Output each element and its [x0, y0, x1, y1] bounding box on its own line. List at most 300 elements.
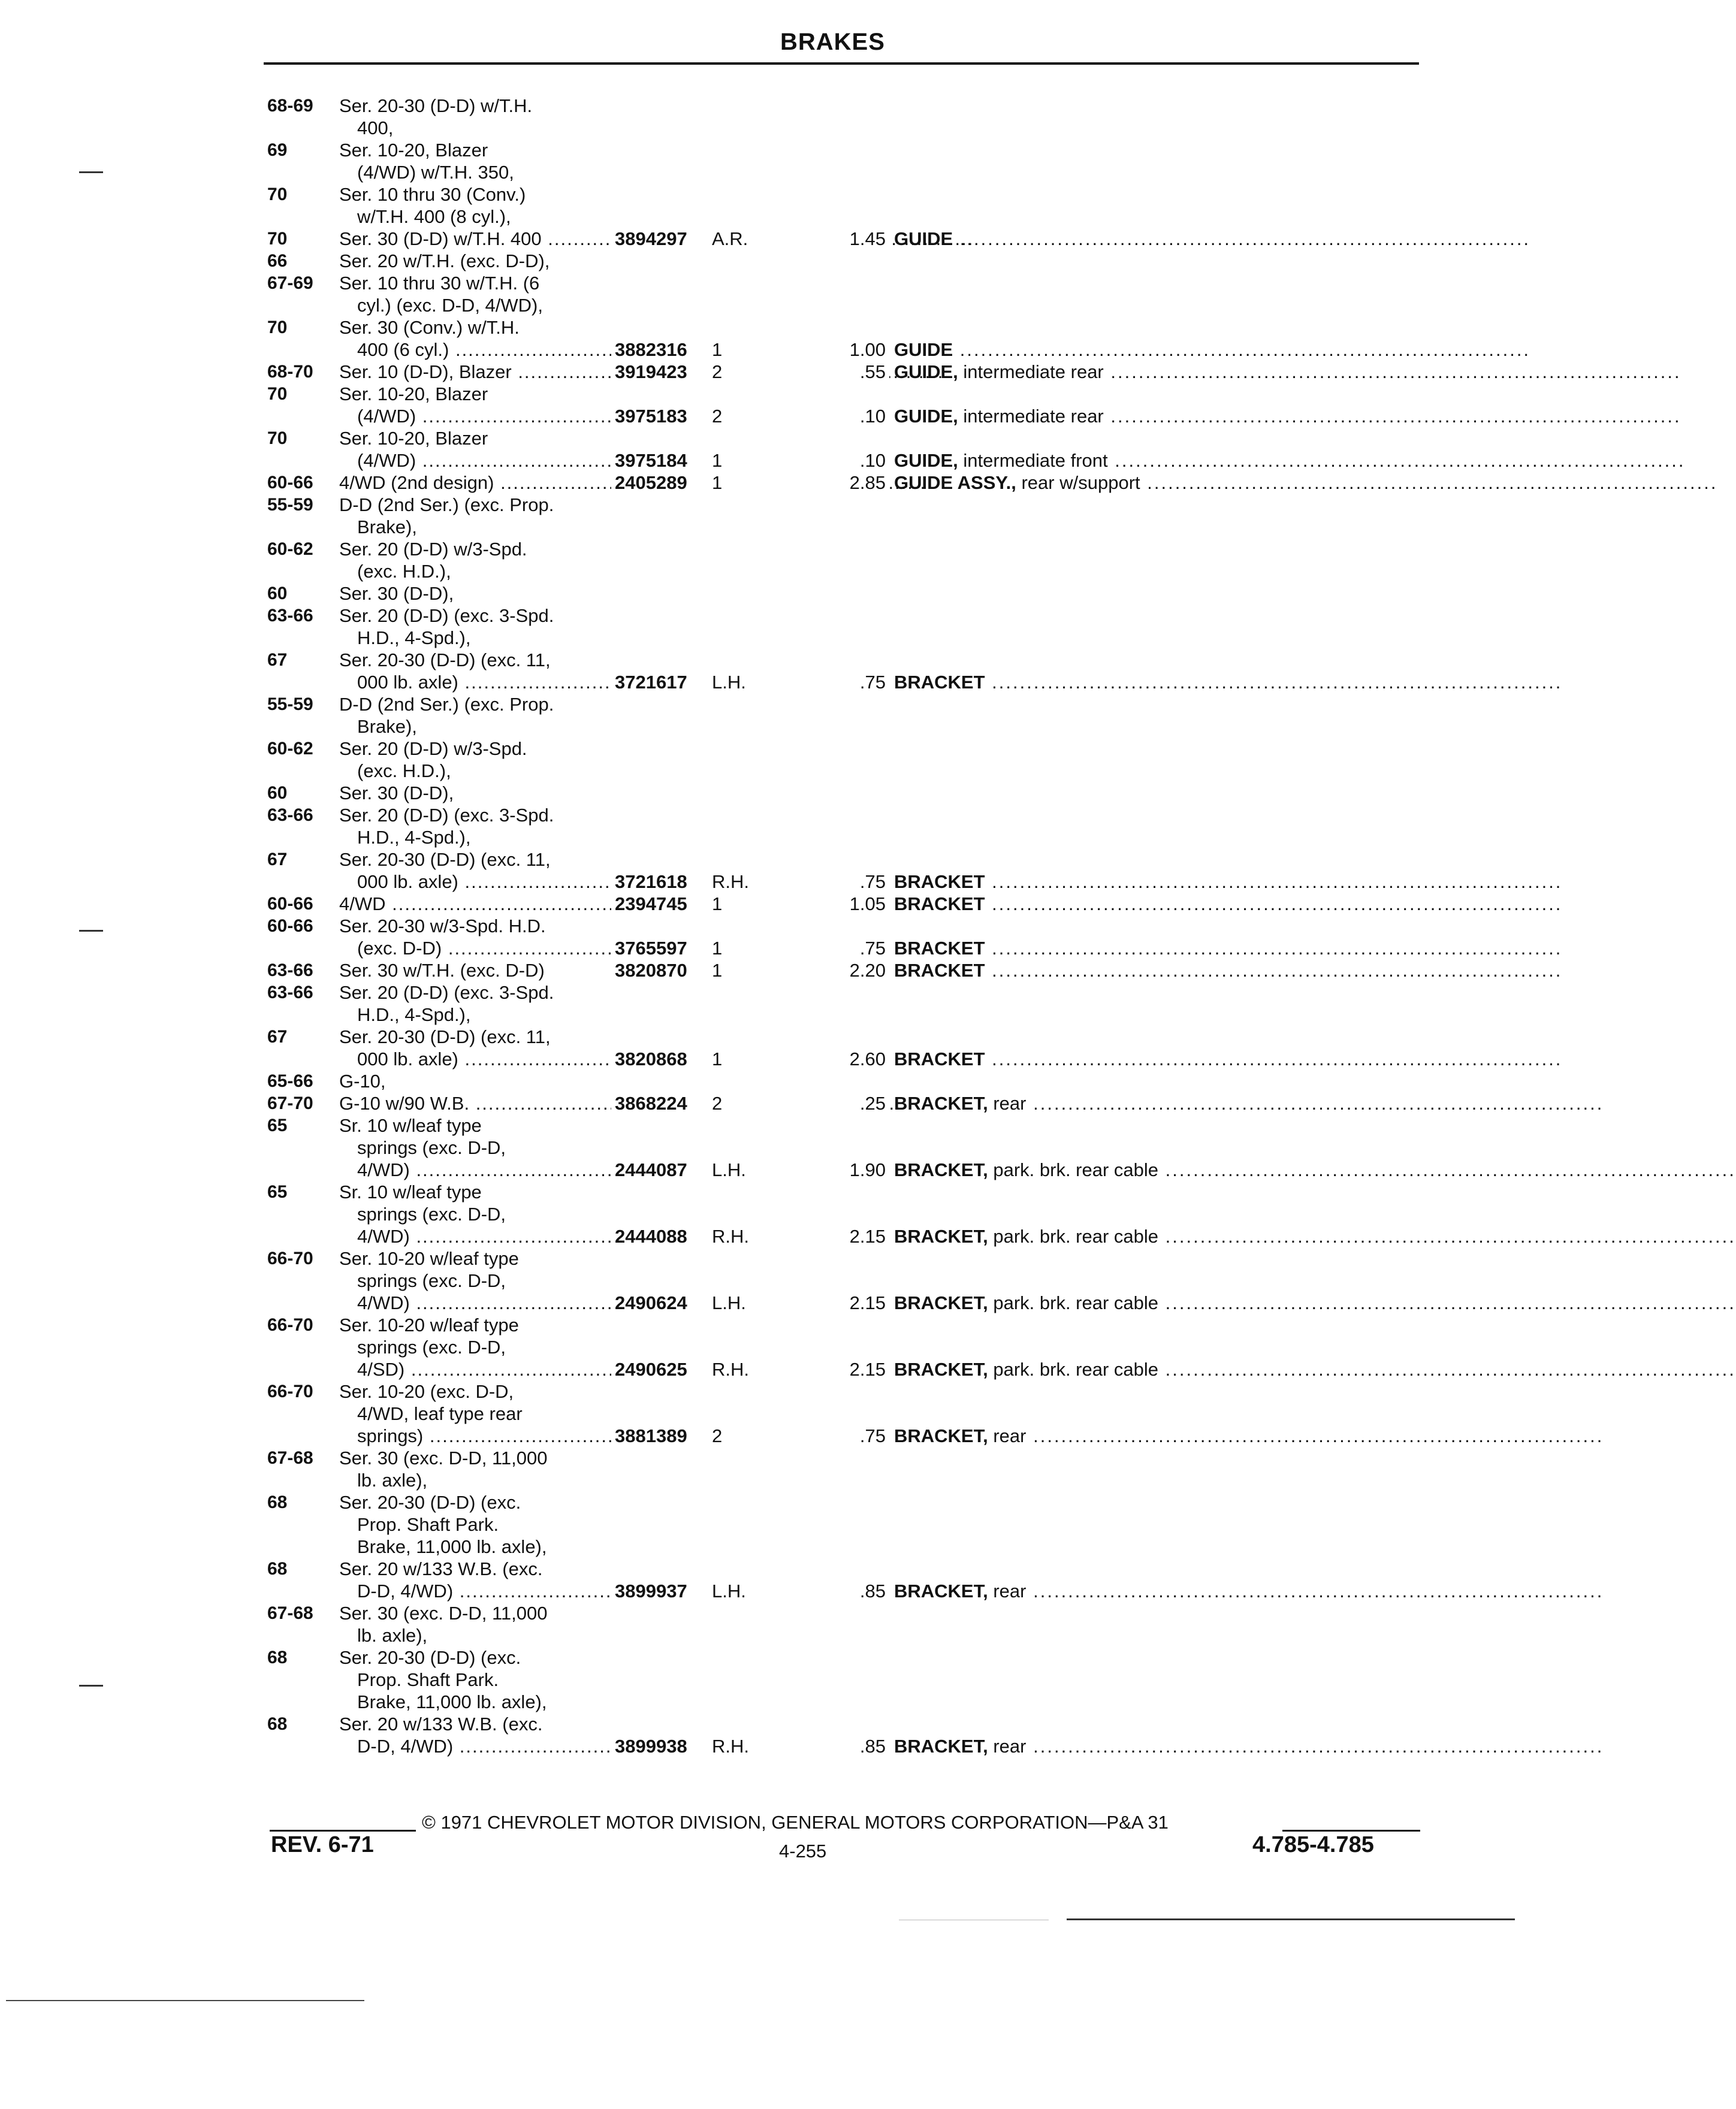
quantity: 2	[712, 1425, 784, 1447]
entry-line	[267, 405, 1681, 427]
application-description: G-10 w/90 W.B. .....	[339, 1092, 867, 1114]
application-description: Ser. 20 w/133 W.B. (exc.	[339, 1714, 543, 1735]
part-name-main: BRACKET	[894, 871, 985, 892]
quantity: 1	[712, 937, 784, 959]
copyright-text: © 1971 CHEVROLET MOTOR DIVISION, GENERAL MOTORS CORPORATION—P&A 31	[422, 1812, 1169, 1833]
application-description: Ser. 20 (D-D) (exc. 3-Spd.	[339, 982, 554, 1003]
application-description: 000 lb. axle) .....	[357, 1048, 884, 1070]
parts-entry	[267, 139, 1424, 183]
parts-entry	[267, 228, 1531, 250]
part-name-main: GUIDE,	[894, 406, 958, 427]
part-name-detail: intermediate rear	[963, 406, 1104, 427]
entry-line	[267, 782, 1424, 804]
parts-entry	[267, 582, 1424, 605]
model-years: 69	[267, 140, 288, 160]
quantity: R.H.	[712, 871, 784, 893]
model-years: 67-69	[267, 273, 313, 293]
part-number: 3899937	[611, 1580, 717, 1602]
leader-dots: ..................................................................................	[1158, 1226, 1736, 1247]
quantity: 2	[712, 1092, 784, 1114]
model-years: 66-70	[267, 1249, 313, 1268]
leader-dots: ..................................................................................	[985, 871, 1563, 892]
entry-line	[267, 1270, 1424, 1292]
model-years: 67-68	[267, 1448, 313, 1468]
entry-line	[267, 1247, 1424, 1270]
part-name-detail: park. brk. rear cable	[993, 1292, 1159, 1313]
model-years: 68-70	[267, 362, 313, 382]
model-years: 67	[267, 850, 288, 869]
entry-line	[267, 316, 1424, 339]
parts-entry	[267, 804, 1424, 848]
entry-line	[267, 250, 1424, 272]
entry-line	[267, 1735, 1604, 1757]
application-description: Ser. 20-30 (D-D) (exc.	[339, 1647, 521, 1668]
parts-entry	[267, 538, 1424, 582]
model-years: 60-66	[267, 473, 313, 492]
entry-line	[267, 1380, 1424, 1403]
price: .10	[784, 449, 889, 472]
model-years: 70	[267, 428, 288, 448]
application-description: 4/SD) .....	[357, 1358, 884, 1380]
application-description: Ser. 20-30 w/3-Spd. H.D.	[339, 915, 546, 936]
leader-dots: ..................................................................................	[953, 228, 1531, 249]
entry-line	[267, 981, 1424, 1004]
part-name-detail: rear	[993, 1093, 1026, 1114]
quantity: R.H.	[712, 1225, 784, 1247]
part-name	[894, 339, 1531, 361]
application-description: Ser. 20 (D-D) (exc. 3-Spd.	[339, 605, 554, 626]
application-description: 400 (6 cyl.) .....	[357, 339, 884, 361]
entry-line	[267, 183, 1424, 206]
application-description: Ser. 10 thru 30 (Conv.)	[339, 184, 526, 205]
page-number: 4-255	[779, 1841, 827, 1862]
parts-entry	[267, 915, 1563, 959]
model-years: 60	[267, 783, 288, 803]
parts-entry	[267, 1602, 1424, 1646]
application-description: D-D, 4/WD) .....	[357, 1580, 884, 1602]
price: .75	[784, 871, 889, 893]
application-description: D-D (2nd Ser.) (exc. Prop.	[339, 694, 554, 715]
entry-line	[267, 1646, 1424, 1669]
entry-line	[267, 937, 1563, 959]
model-years: 60-66	[267, 894, 313, 914]
application-description: springs (exc. D-D,	[357, 1137, 506, 1158]
application-description: Ser. 20-30 (D-D) (exc. 11,	[339, 849, 551, 870]
model-years: 66	[267, 251, 288, 271]
leader-dots: ..................................................................................	[1026, 1736, 1604, 1757]
part-name	[894, 1358, 1736, 1380]
parts-entry	[267, 1092, 1604, 1114]
parts-entry	[267, 427, 1686, 472]
application-description: (4/WD) w/T.H. 350,	[357, 162, 514, 183]
entry-line	[267, 848, 1424, 871]
leader-dots: ..................................................................................	[985, 672, 1563, 693]
part-name	[894, 893, 1563, 915]
entry-line	[267, 472, 1718, 494]
leader-dots: ..................................................................................	[1026, 1093, 1604, 1114]
entry-line	[267, 1026, 1424, 1048]
part-name-main: BRACKET	[894, 893, 985, 914]
entry-line	[267, 871, 1563, 893]
parts-entry	[267, 183, 1424, 228]
margin-mark	[79, 171, 103, 173]
price: .55	[784, 361, 889, 383]
part-name-detail: intermediate front	[963, 450, 1108, 471]
application-description: Ser. 10 (D-D), Blazer .....	[339, 361, 867, 383]
price: 1.05	[784, 893, 889, 915]
model-years: 60-62	[267, 539, 313, 559]
parts-entry	[267, 1380, 1604, 1447]
application-description: Ser. 20 (D-D) (exc. 3-Spd.	[339, 805, 554, 826]
page-title: BRAKES	[780, 29, 885, 55]
part-name	[894, 1735, 1604, 1757]
part-name	[894, 1159, 1736, 1181]
part-name-main: BRACKET	[894, 672, 985, 693]
header-rule	[264, 62, 1419, 65]
part-number: 3975184	[611, 449, 717, 472]
part-number: 3894297	[611, 228, 717, 250]
quantity: L.H.	[712, 1159, 784, 1181]
leader-dots: ..................................................................................	[1158, 1359, 1736, 1380]
part-name-main: GUIDE,	[894, 450, 958, 471]
entry-line	[267, 1491, 1424, 1513]
entry-line	[267, 1580, 1604, 1602]
parts-entry	[267, 1026, 1563, 1070]
leader-dots: ..................................................................................	[1158, 1292, 1736, 1313]
leader-dots: ..................................................................................	[1140, 472, 1718, 493]
entry-line	[267, 538, 1424, 560]
quantity: R.H.	[712, 1358, 784, 1380]
footer-copyright-line	[270, 1812, 1420, 1836]
scan-rule	[1067, 1918, 1515, 1920]
part-number: 3975183	[611, 405, 717, 427]
part-name	[894, 1425, 1604, 1447]
price: 1.45	[784, 228, 889, 250]
application-description: Prop. Shaft Park.	[357, 1514, 499, 1535]
application-description: Ser. 10-20, Blazer	[339, 428, 488, 449]
parts-entry	[267, 1181, 1736, 1247]
application-description: Ser. 20-30 (D-D) w/T.H.	[339, 95, 533, 116]
application-description: D-D, 4/WD) .....	[357, 1735, 884, 1757]
application-description: (exc. D-D) .....	[357, 937, 884, 959]
application-description: Ser. 30 (D-D),	[339, 782, 454, 803]
parts-list	[267, 95, 1736, 1757]
entry-line	[267, 1336, 1424, 1358]
application-description: G-10,	[339, 1071, 386, 1092]
quantity: 1	[712, 893, 784, 915]
entry-line	[267, 1114, 1424, 1137]
part-name	[894, 671, 1563, 693]
entry-line	[267, 1070, 1424, 1092]
part-number: 3721617	[611, 671, 717, 693]
application-description: Ser. 30 (exc. D-D, 11,000	[339, 1448, 548, 1469]
entry-line	[267, 272, 1424, 294]
model-years: 68	[267, 1559, 288, 1579]
entry-line	[267, 161, 1424, 183]
application-description: 4/WD, leaf type rear	[357, 1403, 523, 1424]
parts-entry	[267, 1646, 1424, 1713]
part-name-main: BRACKET,	[894, 1093, 988, 1114]
parts-entry	[267, 1558, 1604, 1602]
parts-entry	[267, 1070, 1424, 1092]
part-name	[894, 472, 1718, 494]
model-years: 68-69	[267, 96, 313, 116]
quantity: A.R.	[712, 228, 784, 250]
footer-rule	[270, 1830, 416, 1832]
model-years: 63-66	[267, 960, 313, 980]
quantity: L.H.	[712, 1580, 784, 1602]
entry-line	[267, 738, 1424, 760]
leader-dots: ..................................................................................	[1103, 361, 1681, 382]
part-number: 2490625	[611, 1358, 717, 1380]
application-description: Ser. 10-20, Blazer	[339, 383, 488, 404]
part-number: 3919423	[611, 361, 717, 383]
application-description: lb. axle),	[357, 1625, 428, 1646]
entry-line	[267, 671, 1563, 693]
application-description: Brake, 11,000 lb. axle),	[357, 1536, 547, 1557]
part-name	[894, 1092, 1604, 1114]
footer-rule	[1282, 1830, 1420, 1832]
parts-entry	[267, 250, 1424, 272]
application-description: 4/WD .....	[339, 893, 867, 915]
price: .85	[784, 1735, 889, 1757]
leader-dots: ..................................................................................	[985, 938, 1563, 959]
entry-line	[267, 361, 1681, 383]
leader-dots: ..................................................................................	[1103, 406, 1681, 427]
quantity: L.H.	[712, 671, 784, 693]
application-description: (4/WD) .....	[357, 449, 884, 472]
quantity: R.H.	[712, 1735, 784, 1757]
application-description: (exc. H.D.),	[357, 760, 451, 781]
model-years: 63-66	[267, 606, 313, 626]
entry-line	[267, 760, 1424, 782]
parts-entry	[267, 1314, 1736, 1380]
entry-line	[267, 826, 1424, 848]
model-years: 68	[267, 1492, 288, 1512]
model-years: 60-66	[267, 916, 313, 936]
part-number: 3721618	[611, 871, 717, 893]
application-description: 4/WD) .....	[357, 1159, 884, 1181]
model-years: 70	[267, 318, 288, 337]
model-years: 65-66	[267, 1071, 313, 1091]
part-name-main: BRACKET,	[894, 1359, 988, 1380]
model-years: 67-70	[267, 1093, 313, 1113]
part-name	[894, 871, 1563, 893]
application-description: Ser. 20-30 (D-D) (exc.	[339, 1492, 521, 1513]
model-years: 70	[267, 384, 288, 404]
application-description: H.D., 4-Spd.),	[357, 627, 471, 648]
entry-line	[267, 893, 1563, 915]
part-number: 2405289	[611, 472, 717, 494]
parts-entry	[267, 893, 1563, 915]
price: 2.20	[784, 959, 889, 981]
application-description: Ser. 20-30 (D-D) (exc. 11,	[339, 1026, 551, 1047]
part-number: 3899938	[611, 1735, 717, 1757]
price: 2.15	[784, 1358, 889, 1380]
quantity: L.H.	[712, 1292, 784, 1314]
part-name-detail: rear	[993, 1425, 1026, 1446]
application-description: Ser. 10-20 w/leaf type	[339, 1315, 519, 1336]
entry-line	[267, 139, 1424, 161]
parts-entry	[267, 848, 1563, 893]
price: 2.85	[784, 472, 889, 494]
application-description: Ser. 30 (D-D),	[339, 583, 454, 604]
entry-line	[267, 1203, 1424, 1225]
margin-mark	[79, 1685, 103, 1687]
part-name-main: BRACKET	[894, 1049, 985, 1069]
part-name-detail: rear	[993, 1736, 1026, 1757]
model-years: 60	[267, 584, 288, 603]
model-years: 67-68	[267, 1603, 313, 1623]
entry-line	[267, 95, 1424, 117]
quantity: 2	[712, 361, 784, 383]
entry-line	[267, 1358, 1736, 1380]
entry-line	[267, 1669, 1424, 1691]
part-number: 3820868	[611, 1048, 717, 1070]
part-name-detail: rear	[993, 1581, 1026, 1602]
part-name-detail: park. brk. rear cable	[993, 1226, 1159, 1247]
entry-line	[267, 294, 1424, 316]
entry-line	[267, 715, 1424, 738]
parts-entry	[267, 738, 1424, 782]
leader-dots: ..................................................................................	[1026, 1425, 1604, 1446]
model-years: 68	[267, 1648, 288, 1667]
part-name	[894, 959, 1563, 981]
price: 2.15	[784, 1292, 889, 1314]
parts-entry	[267, 1114, 1736, 1181]
application-description: w/T.H. 400 (8 cyl.),	[357, 206, 511, 227]
part-name-main: GUIDE ASSY.,	[894, 472, 1016, 493]
price: .75	[784, 1425, 889, 1447]
part-name	[894, 405, 1681, 427]
entry-line	[267, 206, 1424, 228]
price: .85	[784, 1580, 889, 1602]
part-name	[894, 1292, 1736, 1314]
application-description: (exc. H.D.),	[357, 561, 451, 582]
part-number: 2444088	[611, 1225, 717, 1247]
entry-line	[267, 1292, 1736, 1314]
section-range: 4.785-4.785	[1252, 1832, 1374, 1857]
entry-line	[267, 959, 1563, 981]
model-years: 67	[267, 650, 288, 670]
model-years: 65	[267, 1116, 288, 1135]
entry-line	[267, 1403, 1424, 1425]
application-description: Sr. 10 w/leaf type	[339, 1115, 482, 1136]
model-years: 65	[267, 1182, 288, 1202]
application-description: springs (exc. D-D,	[357, 1337, 506, 1358]
entry-line	[267, 693, 1424, 715]
entry-line	[267, 1536, 1424, 1558]
leader-dots: ..................................................................................	[985, 1049, 1563, 1069]
part-name-main: BRACKET,	[894, 1159, 988, 1180]
part-name-main: GUIDE	[894, 228, 953, 249]
entry-line	[267, 627, 1424, 649]
part-number: 2444087	[611, 1159, 717, 1181]
model-years: 63-66	[267, 805, 313, 825]
leader-dots: ..................................................................................	[985, 960, 1563, 981]
part-name-main: BRACKET	[894, 960, 985, 981]
parts-entry	[267, 1447, 1424, 1491]
part-name-main: BRACKET,	[894, 1226, 988, 1247]
model-years: 67	[267, 1027, 288, 1047]
application-description: Ser. 10-20, Blazer	[339, 140, 488, 161]
scan-rule	[6, 2000, 364, 2001]
part-name-detail: rear w/support	[1021, 472, 1140, 493]
quantity: 1	[712, 449, 784, 472]
price: .10	[784, 405, 889, 427]
application-description: Ser. 20 (D-D) w/3-Spd.	[339, 738, 527, 759]
leader-dots: ..................................................................................	[1026, 1581, 1604, 1602]
entry-line	[267, 494, 1424, 516]
price: .25	[784, 1092, 889, 1114]
parts-entry	[267, 693, 1424, 738]
part-name-detail: park. brk. rear cable	[993, 1359, 1159, 1380]
entry-line	[267, 1447, 1424, 1469]
entry-line	[267, 560, 1424, 582]
application-description: springs (exc. D-D,	[357, 1204, 506, 1225]
revision-label: REV. 6-71	[271, 1832, 374, 1857]
quantity: 1	[712, 472, 784, 494]
part-number: 3820870	[611, 959, 717, 981]
quantity: 1	[712, 1048, 784, 1070]
part-number: 3868224	[611, 1092, 717, 1114]
application-description: Ser. 10-20 w/leaf type	[339, 1248, 519, 1269]
entry-line	[267, 1469, 1424, 1491]
application-description: Ser. 10 thru 30 w/T.H. (6	[339, 273, 540, 294]
price: 1.90	[784, 1159, 889, 1181]
application-description: H.D., 4-Spd.),	[357, 1004, 471, 1025]
part-name	[894, 361, 1681, 383]
entry-line	[267, 1137, 1424, 1159]
application-description: 4/WD) .....	[357, 1225, 884, 1247]
application-description: Ser. 30 w/T.H. (exc. D-D)	[339, 960, 545, 981]
part-name-main: BRACKET,	[894, 1292, 988, 1313]
model-years: 66-70	[267, 1382, 313, 1401]
leader-dots: ..................................................................................	[953, 339, 1531, 360]
part-name	[894, 1048, 1563, 1070]
application-description: H.D., 4-Spd.),	[357, 827, 471, 848]
application-description: Ser. 30 (Conv.) w/T.H.	[339, 317, 520, 338]
parts-entry	[267, 1713, 1604, 1757]
parts-entry	[267, 981, 1424, 1026]
leader-dots: ..................................................................................	[1158, 1159, 1736, 1180]
leader-dots: ..................................................................................	[985, 893, 1563, 914]
application-description: cyl.) (exc. D-D, 4/WD),	[357, 295, 543, 316]
entry-line	[267, 117, 1424, 139]
application-description: 000 lb. axle) .....	[357, 871, 884, 893]
application-description: Prop. Shaft Park.	[357, 1669, 499, 1690]
model-years: 55-59	[267, 694, 313, 714]
part-name-main: GUIDE,	[894, 361, 958, 382]
model-years: 70	[267, 229, 288, 249]
application-description: Ser. 20-30 (D-D) (exc. 11,	[339, 649, 551, 670]
application-description: Ser. 10-20 (exc. D-D,	[339, 1381, 514, 1402]
quantity: 2	[712, 405, 784, 427]
application-description: 000 lb. axle) .....	[357, 671, 884, 693]
parts-entry	[267, 272, 1424, 316]
parts-entry	[267, 605, 1424, 649]
margin-mark	[79, 930, 103, 932]
entry-line	[267, 1181, 1424, 1203]
entry-line	[267, 1513, 1424, 1536]
quantity: 1	[712, 959, 784, 981]
entry-line	[267, 339, 1531, 361]
entry-line	[267, 1004, 1424, 1026]
application-description: 400,	[357, 117, 394, 138]
part-name	[894, 1580, 1604, 1602]
application-description: Brake),	[357, 716, 417, 737]
application-description: Ser. 30 (D-D) w/T.H. 400 .....	[339, 228, 867, 250]
